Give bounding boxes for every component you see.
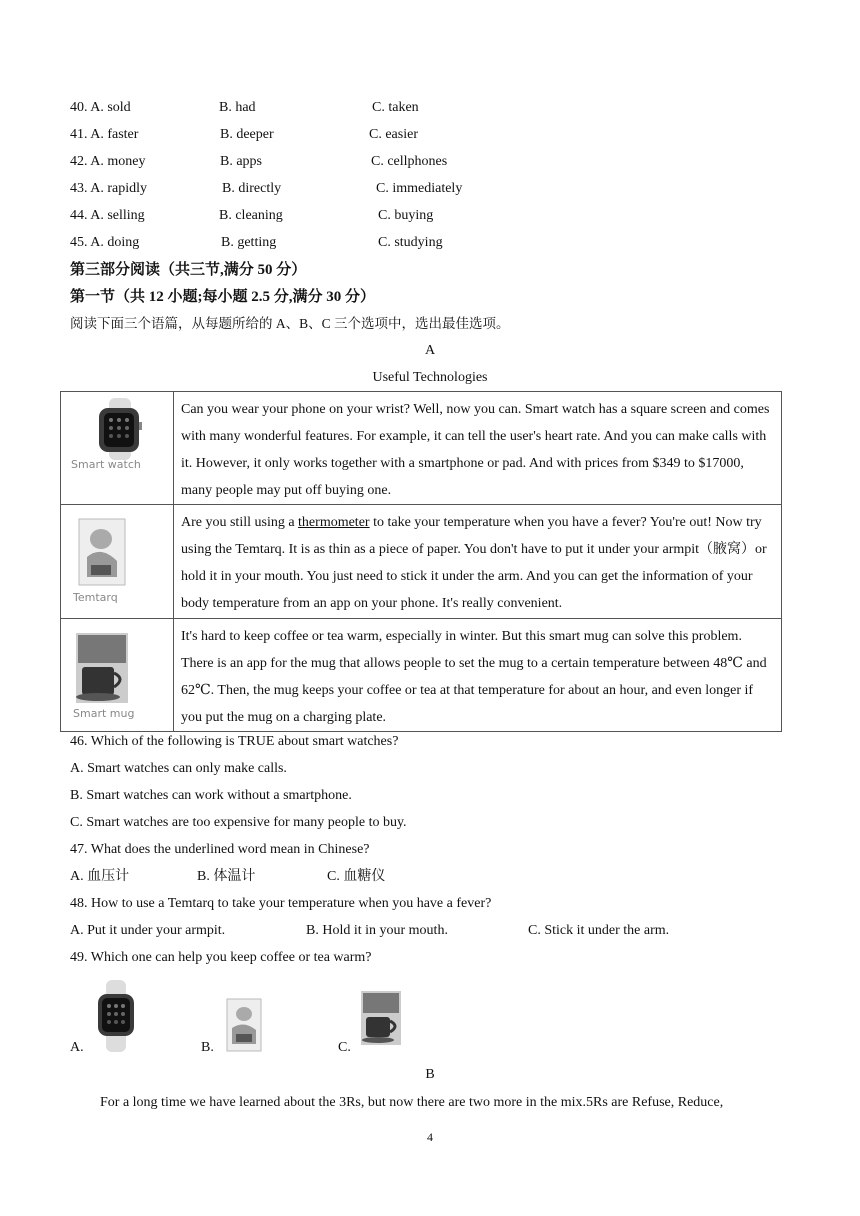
q48-option-a: A. Put it under your armpit.	[70, 923, 226, 938]
temtarq-text	[174, 505, 782, 619]
option-45-a: 45. A. doing	[70, 235, 140, 250]
temtarq-caption: Temtarq	[73, 591, 118, 604]
passage-a-label: A	[424, 343, 436, 358]
smart-mug-icon	[360, 990, 402, 1046]
question-49: 49. Which one can help you keep coffee or tea warm?	[70, 950, 372, 965]
option-40-a: 40. A. sold	[70, 100, 131, 115]
page-number: 4	[427, 1130, 433, 1144]
passage-b-first-line: For a long time we have learned about the 3Rs, but now there are two more in the mix.5Rs are Refuse, Reduce,	[100, 1095, 724, 1110]
thermometer-underlined: thermometer	[298, 515, 370, 530]
option-43-a: 43. A. rapidly	[70, 181, 147, 196]
option-44-c: C. buying	[378, 208, 434, 223]
smart-mug-cell	[61, 619, 174, 732]
option-41-a: 41. A. faster	[70, 127, 139, 142]
temtarq-icon	[226, 998, 262, 1052]
smart-watch-text: Can you wear your phone on your wrist? Well, now you can. Smart watch has a square screen and comes with many wonderful features. For example, it can tell the user's heart rate. And you can make calls with it. However, it only works together with a smartphone or pad. And with prices from $349 to $17000, many people may put off buying one.	[174, 392, 782, 505]
smart-mug-text: It's hard to keep coffee or tea warm, especially in winter. But this smart mug can solve this problem. There is an app for the mug that allows people to set the mug to a certain temperature between 48℃ and 62℃. Then, the mug keeps your coffee or tea at that temperature for about an hour, and even longer if you put the mug on a charging plate.	[174, 619, 782, 732]
option-42-a: 42. A. money	[70, 154, 146, 169]
option-41-b: B. deeper	[220, 127, 274, 142]
question-46: 46. Which of the following is TRUE about smart watches?	[70, 734, 399, 749]
instruction: 阅读下面三个语篇，从每题所给的 A、B、C 三个选项中，选出最佳选项。	[70, 316, 510, 331]
technologies-table	[60, 391, 782, 732]
q49-option-a: A.	[70, 1040, 84, 1055]
q47-option-a: A. 血压计	[70, 869, 130, 884]
option-40-b: B. had	[219, 100, 256, 115]
smart-watch-caption: Smart watch	[71, 458, 141, 471]
q47-option-c: C. 血糖仪	[327, 869, 386, 884]
option-44-b: B. cleaning	[219, 208, 283, 223]
q46-option-a: A. Smart watches can only make calls.	[70, 761, 287, 776]
q48-option-b: B. Hold it in your mouth.	[306, 923, 448, 938]
section1-title: 第一节（共 12 小题;每小题 2.5 分,满分 30 分）	[70, 289, 375, 305]
q49-option-c: C.	[338, 1040, 351, 1055]
q46-option-c: C. Smart watches are too expensive for many people to buy.	[70, 815, 407, 830]
smart-watch-cell	[61, 392, 174, 505]
temtarq-text-pre: Are you still using a	[181, 515, 299, 530]
option-42-b: B. apps	[220, 154, 262, 169]
option-42-c: C. cellphones	[371, 154, 448, 169]
passage-a-title: Useful Technologies	[372, 370, 488, 385]
q48-option-c: C. Stick it under the arm.	[528, 923, 670, 938]
smart-mug-caption: Smart mug	[73, 707, 135, 720]
question-48: 48. How to use a Temtarq to take your temperature when you have a fever?	[70, 896, 492, 911]
q46-option-b: B. Smart watches can work without a smartphone.	[70, 788, 352, 803]
smart-mug-icon	[74, 631, 130, 705]
option-45-b: B. getting	[221, 235, 277, 250]
passage-b-label: B	[425, 1067, 435, 1082]
option-43-b: B. directly	[222, 181, 282, 196]
temtarq-icon	[77, 517, 129, 587]
smart-watch-icon	[90, 980, 142, 1052]
temtarq-text-post: to take your temperature when you have a fever? You're out! Now try using the Temtarq. It is as thin as a piece of paper. You don't have to put it under your armpit（腋窝）or hold it in your mouth. You just need to stick it under the arm. And you can get the information of your body temperature from an app on your phone. It's really convenient.	[181, 515, 767, 611]
smart-watch-icon	[81, 398, 151, 460]
option-41-c: C. easier	[369, 127, 418, 142]
q47-option-b: B. 体温计	[197, 869, 256, 884]
temtarq-cell	[61, 505, 174, 619]
option-44-a: 44. A. selling	[70, 208, 145, 223]
section3-title: 第三部分阅读（共三节,满分 50 分）	[70, 262, 307, 278]
option-43-c: C. immediately	[376, 181, 463, 196]
table-row	[61, 505, 782, 619]
option-45-c: C. studying	[378, 235, 443, 250]
q49-option-b: B.	[201, 1040, 214, 1055]
option-40-c: C. taken	[372, 100, 419, 115]
table-row	[61, 619, 782, 732]
question-47: 47. What does the underlined word mean in Chinese?	[70, 842, 370, 857]
table-row	[61, 392, 782, 505]
